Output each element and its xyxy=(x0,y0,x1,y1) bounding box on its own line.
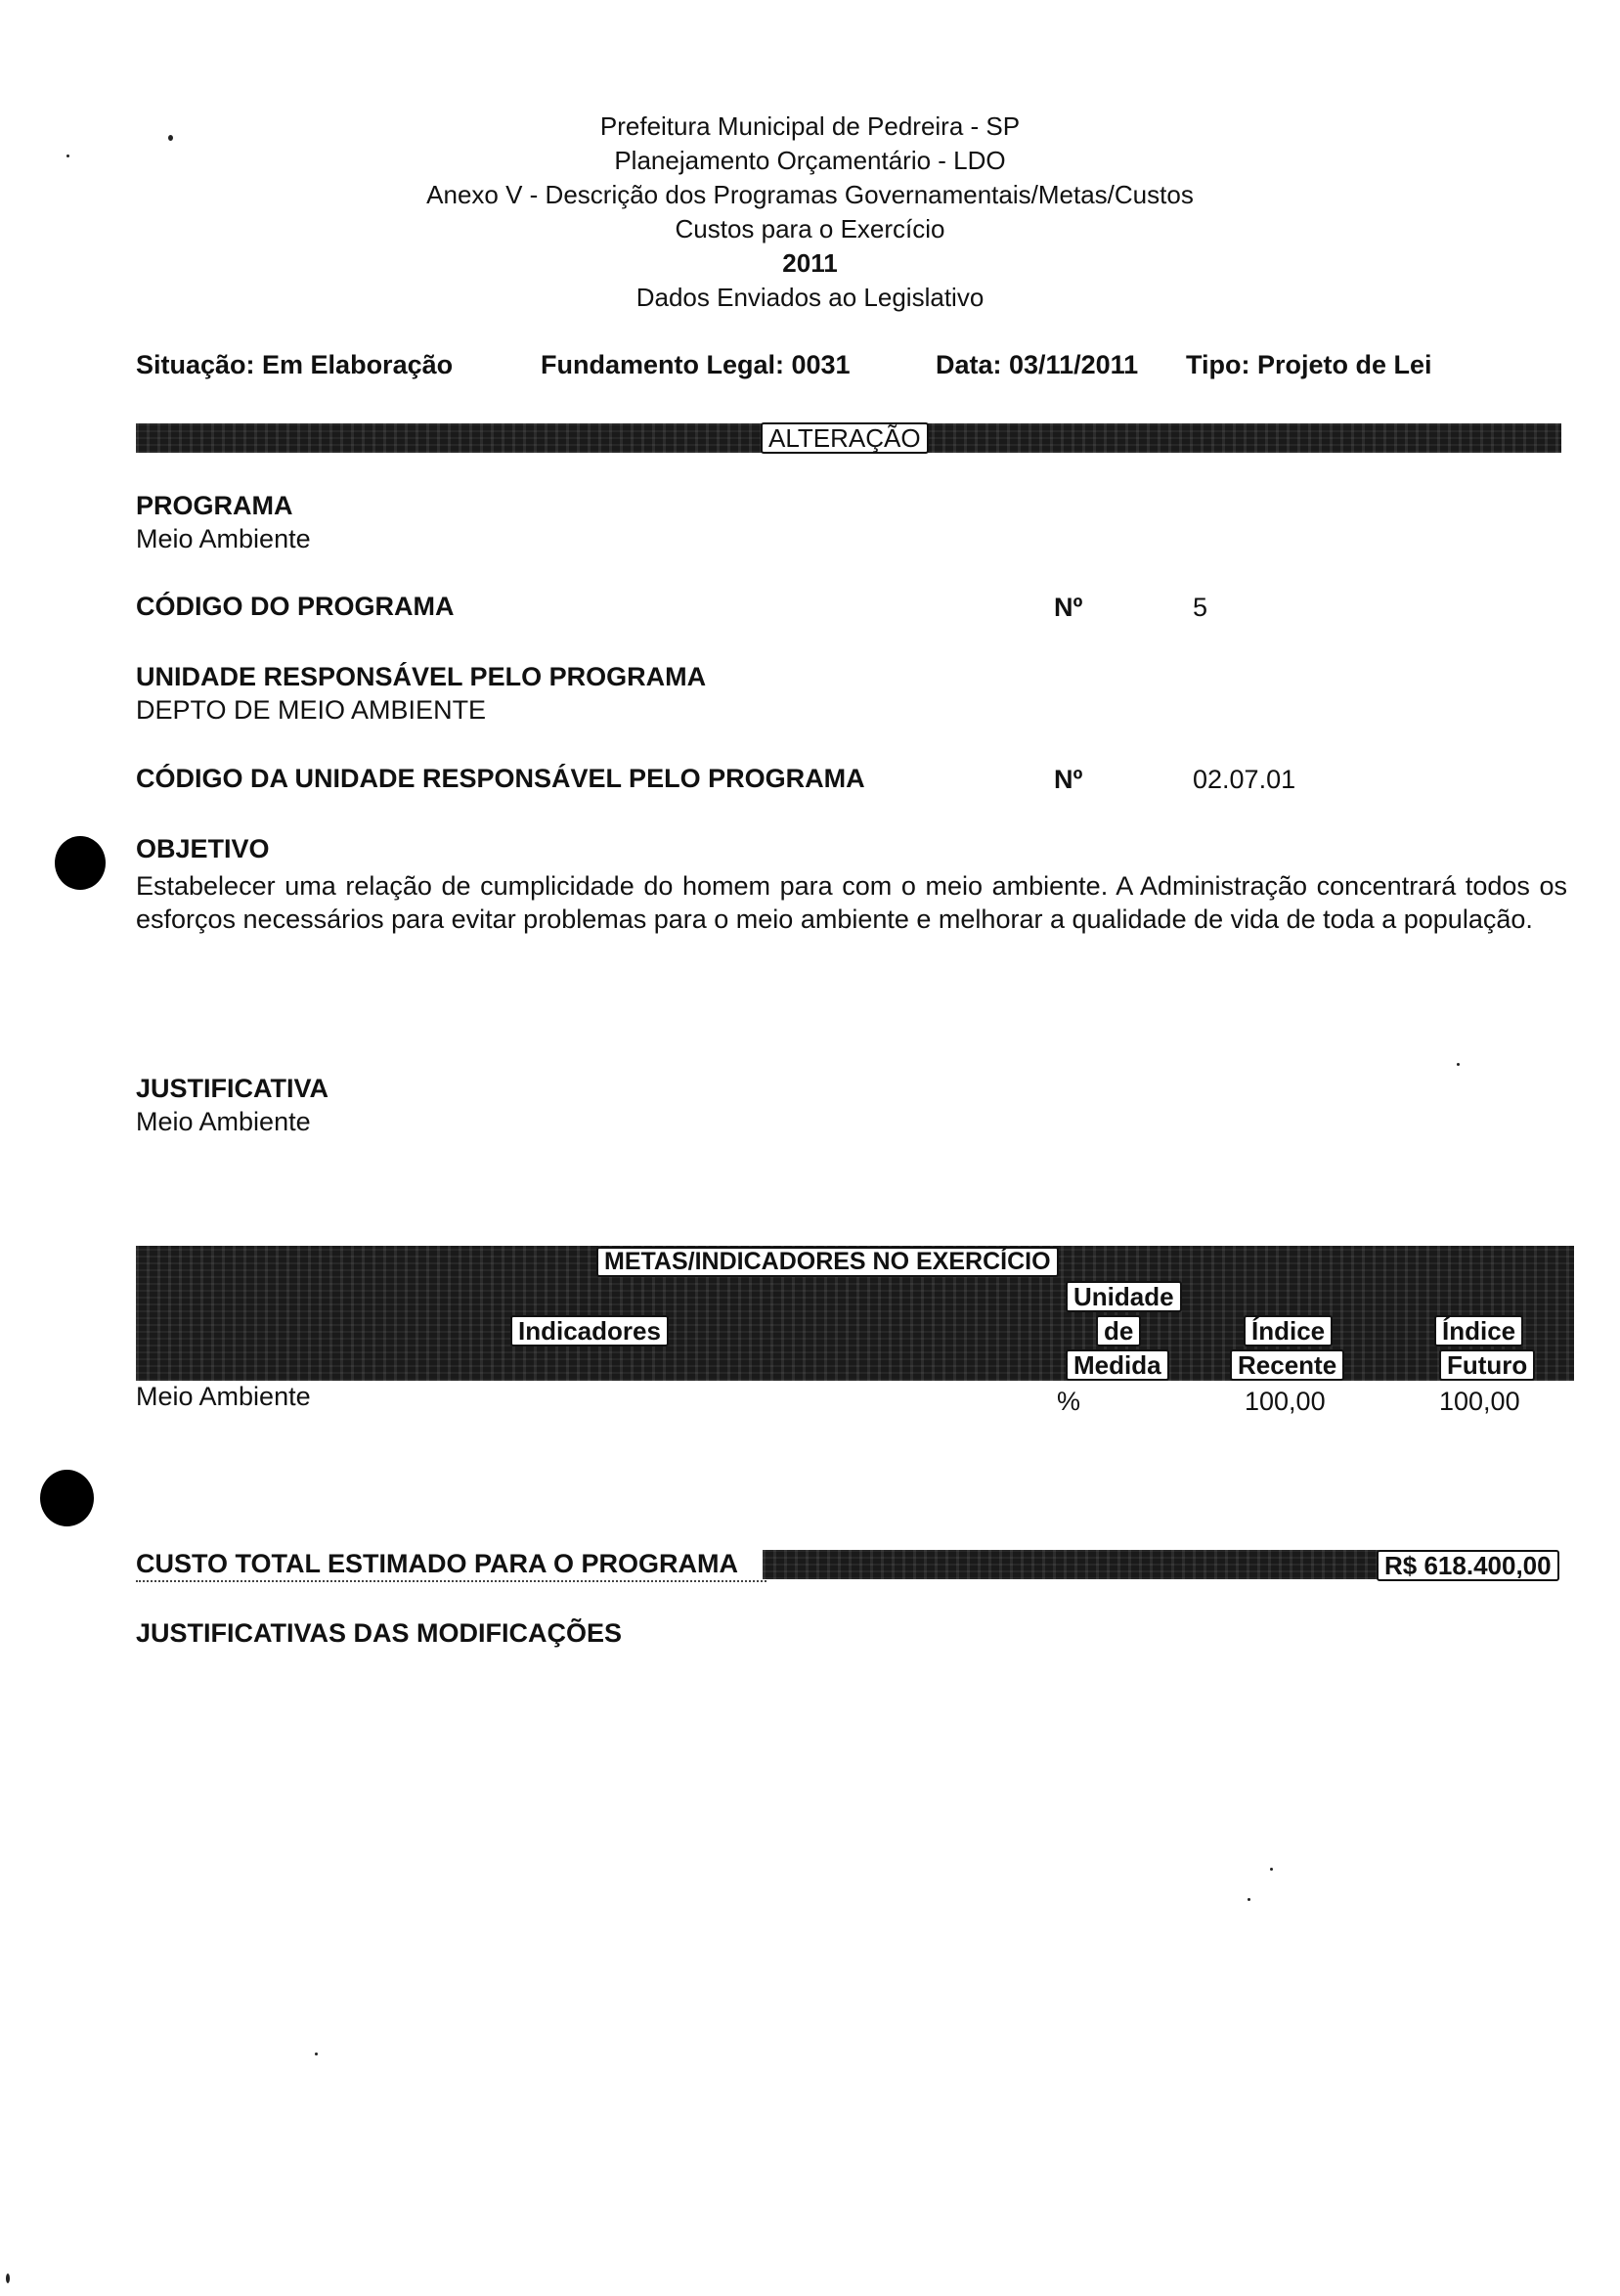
header-municipality: Prefeitura Municipal de Pedreira - SP xyxy=(599,111,1021,141)
metas-row-futuro: 100,00 xyxy=(1439,1387,1520,1416)
codigo-unidade-num-label: Nº xyxy=(1054,765,1083,794)
margin-bullet xyxy=(55,836,106,890)
status-situacao: Situação: Em Elaboração xyxy=(136,350,454,379)
metas-title: METAS/INDICADORES NO EXERCÍCIO xyxy=(596,1247,1059,1277)
header-unidade-1: Unidade xyxy=(1066,1281,1182,1312)
scan-speck xyxy=(315,2053,318,2055)
header-planning: Planejamento Orçamentário - LDO xyxy=(614,146,1006,175)
unidade-label: UNIDADE RESPONSÁVEL PELO PROGRAMA xyxy=(136,662,707,691)
codigo-unidade-label: CÓDIGO DA UNIDADE RESPONSÁVEL PELO PROGRAMA xyxy=(136,764,865,793)
programa-value: Meio Ambiente xyxy=(136,524,311,553)
codigo-programa-value: 5 xyxy=(1193,593,1208,622)
status-tipo: Tipo: Projeto de Lei xyxy=(1186,350,1432,379)
header-unidade-2: de xyxy=(1096,1315,1141,1347)
header-annex: Anexo V - Descrição dos Programas Governamentais/Metas/Custos xyxy=(426,180,1194,209)
justificativa-value: Meio Ambiente xyxy=(136,1107,311,1136)
header-futuro-1: Índice xyxy=(1434,1315,1523,1347)
header-costs: Custos para o Exercício xyxy=(675,214,945,243)
codigo-programa-section xyxy=(136,590,455,623)
justificativas-modificacoes-label: JUSTIFICATIVAS DAS MODIFICAÇÕES xyxy=(136,1618,623,1648)
header-recente-2: Recente xyxy=(1230,1349,1344,1381)
metas-row-unidade: % xyxy=(1057,1387,1081,1416)
objetivo-text: Estabelecer uma relação de cumplicidade do homem para com o meio ambiente. A Administração concentrará todos os esforços necessários para evitar problemas para o meio ambiente e melhorar a qualidade de vida de toda a população. xyxy=(136,871,1567,934)
justificativas-modificacoes-section xyxy=(136,1616,622,1650)
header-indicadores: Indicadores xyxy=(510,1315,669,1347)
header-futuro-2: Futuro xyxy=(1439,1349,1535,1381)
custo-total-underline xyxy=(136,1580,766,1582)
justificativa-section xyxy=(136,1072,328,1138)
programa-label: PROGRAMA xyxy=(136,491,293,520)
justificativa-label: JUSTIFICATIVA xyxy=(136,1074,329,1103)
unidade-value: DEPTO DE MEIO AMBIENTE xyxy=(136,695,487,725)
objetivo-section xyxy=(136,832,270,865)
header-year: 2011 xyxy=(782,248,838,278)
scan-speck xyxy=(6,2274,10,2283)
custo-total-band xyxy=(763,1550,1379,1579)
programa-section xyxy=(136,489,311,555)
codigo-unidade-section xyxy=(136,762,865,795)
codigo-unidade-value: 02.07.01 xyxy=(1193,765,1296,794)
codigo-programa-label: CÓDIGO DO PROGRAMA xyxy=(136,592,455,621)
scan-speck xyxy=(1270,1868,1273,1871)
metas-row-recente: 100,00 xyxy=(1245,1387,1326,1416)
header-recente-1: Índice xyxy=(1244,1315,1333,1347)
scan-speck xyxy=(1457,1063,1460,1066)
objetivo-label: OBJETIVO xyxy=(136,834,270,863)
margin-bullet xyxy=(40,1470,94,1526)
metas-row-indicador: Meio Ambiente xyxy=(136,1382,311,1411)
document-header xyxy=(0,110,1620,315)
header-unidade-3: Medida xyxy=(1066,1349,1169,1381)
status-fundamento: Fundamento Legal: 0031 xyxy=(541,350,851,379)
header-sent: Dados Enviados ao Legislativo xyxy=(635,283,985,312)
unidade-section xyxy=(136,660,706,727)
scan-speck xyxy=(1248,1898,1250,1901)
status-data: Data: 03/11/2011 xyxy=(936,350,1139,379)
alteracao-label: ALTERAÇÃO xyxy=(761,422,929,454)
codigo-programa-num-label: Nº xyxy=(1054,593,1083,622)
custo-total-label: CUSTO TOTAL ESTIMADO PARA O PROGRAMA xyxy=(136,1549,739,1578)
custo-total-value: R$ 618.400,00 xyxy=(1377,1550,1559,1581)
